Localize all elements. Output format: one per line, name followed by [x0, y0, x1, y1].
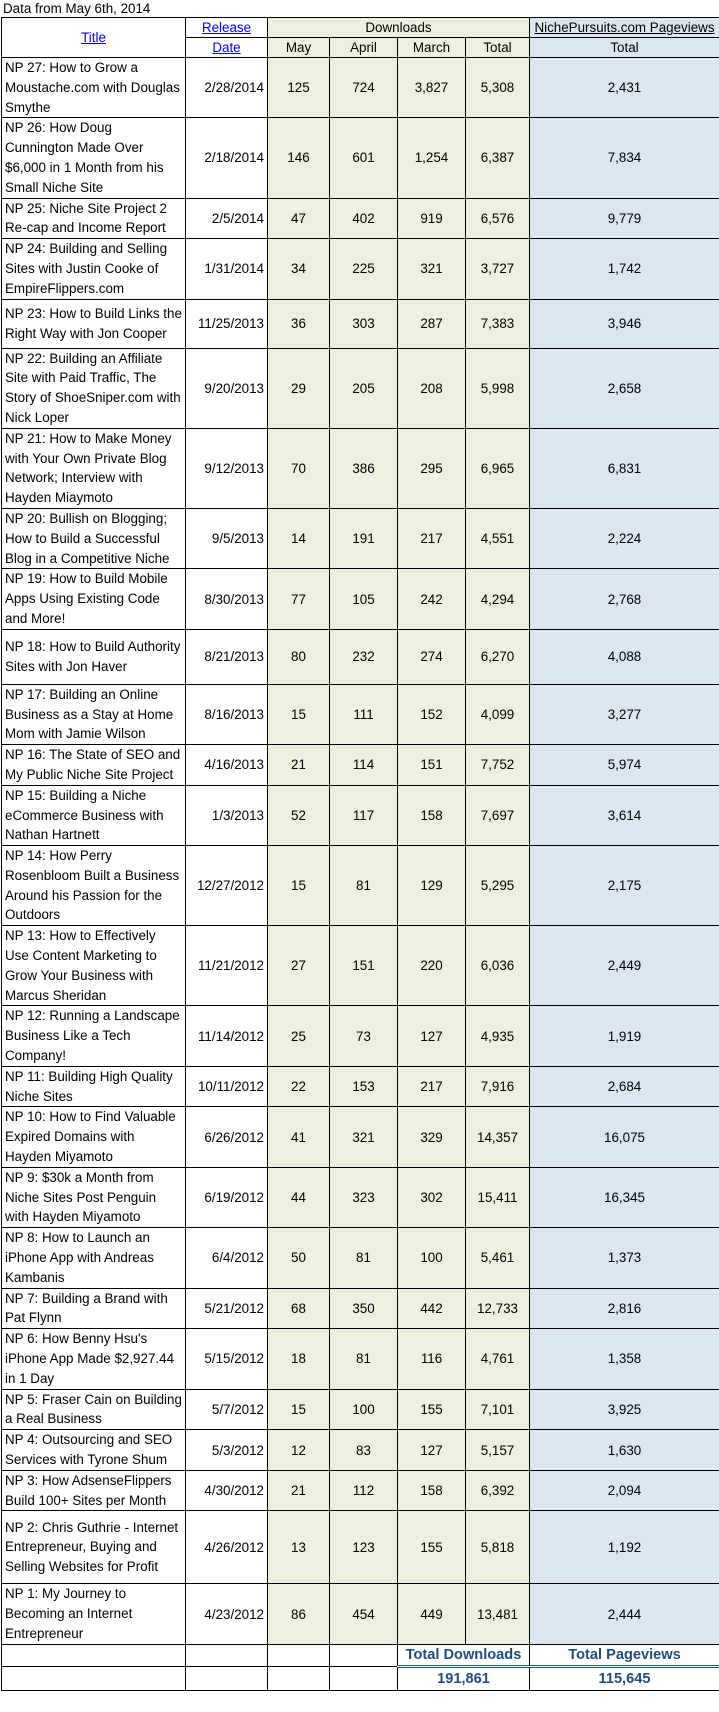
table-row: [2, 1167, 719, 1227]
empty-cell[interactable]: [330, 1666, 398, 1690]
april-downloads-cell[interactable]: 100: [330, 1389, 398, 1430]
table-row: [2, 629, 719, 684]
april-downloads-cell[interactable]: 191: [330, 508, 398, 568]
march-downloads-cell[interactable]: 152: [398, 684, 466, 744]
episode-title-cell[interactable]: NP 1: My Journey to Becoming an Internet Entrepreneur: [2, 1584, 186, 1644]
episode-title-cell[interactable]: NP 10: How to Find Valuable Expired Domains with Hayden Miyamoto: [2, 1107, 186, 1167]
release-date-cell[interactable]: 11/25/2013: [186, 299, 268, 348]
episode-title-cell[interactable]: NP 15: Building a Niche eCommerce Business with Nathan Hartnett: [2, 785, 186, 845]
release-date-cell[interactable]: 9/12/2013: [186, 428, 268, 508]
episode-title-cell[interactable]: NP 18: How to Build Authority Sites with Jon Haver: [2, 629, 186, 684]
march-downloads-cell[interactable]: 217: [398, 1066, 466, 1107]
march-downloads-cell[interactable]: 274: [398, 629, 466, 684]
table-row: [2, 1006, 719, 1066]
release-date-cell[interactable]: 5/15/2012: [186, 1329, 268, 1389]
total-downloads-label: Total Downloads: [398, 1644, 530, 1666]
pageviews-cell[interactable]: 1,358: [530, 1329, 719, 1389]
april-downloads-cell[interactable]: 232: [330, 629, 398, 684]
total-downloads-cell[interactable]: 6,270: [466, 629, 530, 684]
table-row: [2, 785, 719, 845]
table-row: [2, 299, 719, 348]
episode-title-cell[interactable]: NP 5: Fraser Cain on Building a Real Business: [2, 1389, 186, 1430]
april-downloads-cell[interactable]: 724: [330, 58, 398, 118]
episode-title-cell[interactable]: NP 25: Niche Site Project 2 Re-cap and Income Report: [2, 198, 186, 239]
april-downloads-cell[interactable]: 105: [330, 569, 398, 629]
total-downloads-cell[interactable]: 5,295: [466, 846, 530, 926]
episode-title-cell[interactable]: NP 9: $30k a Month from Niche Sites Post Penguin with Hayden Miyamoto: [2, 1167, 186, 1227]
may-header: May: [268, 38, 330, 58]
episode-title-cell[interactable]: NP 14: How Perry Rosenbloom Built a Business Around his Passion for the Outdoors: [2, 846, 186, 926]
march-downloads-cell[interactable]: 217: [398, 508, 466, 568]
table-row: [2, 348, 719, 428]
march-downloads-cell[interactable]: 442: [398, 1288, 466, 1329]
empty-cell[interactable]: [330, 1644, 398, 1666]
pageviews-cell[interactable]: 9,779: [530, 198, 719, 239]
march-downloads-cell[interactable]: 155: [398, 1389, 466, 1430]
pageviews-cell[interactable]: 2,224: [530, 508, 719, 568]
may-downloads-cell[interactable]: 70: [268, 428, 330, 508]
table-row: [2, 508, 719, 568]
episode-title-cell[interactable]: NP 11: Building High Quality Niche Sites: [2, 1066, 186, 1107]
march-downloads-cell[interactable]: 208: [398, 348, 466, 428]
episode-title-cell[interactable]: NP 26: How Doug Cunnington Made Over $6,000 in 1 Month from his Small Niche Site: [2, 118, 186, 198]
total-downloads-cell[interactable]: 7,383: [466, 299, 530, 348]
pageviews-cell[interactable]: 16,345: [530, 1167, 719, 1227]
may-downloads-cell[interactable]: 12: [268, 1430, 330, 1471]
table-row: [2, 1584, 719, 1644]
episode-title-cell[interactable]: NP 13: How to Effectively Use Content Marketing to Grow Your Business with Marcus Sheridan: [2, 926, 186, 1006]
empty-cell[interactable]: [268, 1666, 330, 1690]
total-downloads-cell[interactable]: 12,733: [466, 1288, 530, 1329]
release-date-cell[interactable]: 4/16/2013: [186, 745, 268, 786]
pageviews-cell[interactable]: 6,831: [530, 428, 719, 508]
may-downloads-cell[interactable]: 44: [268, 1167, 330, 1227]
pageviews-cell[interactable]: 16,075: [530, 1107, 719, 1167]
may-downloads-cell[interactable]: 13: [268, 1511, 330, 1584]
pageviews-cell[interactable]: 5,974: [530, 745, 719, 786]
pageviews-cell[interactable]: 3,277: [530, 684, 719, 744]
total-downloads-cell[interactable]: 4,294: [466, 569, 530, 629]
may-downloads-cell[interactable]: 27: [268, 926, 330, 1006]
may-downloads-cell[interactable]: 50: [268, 1228, 330, 1288]
title-header-cell: [2, 18, 186, 58]
release-date-cell[interactable]: 5/7/2012: [186, 1389, 268, 1430]
release-date-cell[interactable]: 12/27/2012: [186, 846, 268, 926]
release-date-cell[interactable]: 9/5/2013: [186, 508, 268, 568]
march-downloads-cell[interactable]: 158: [398, 785, 466, 845]
march-downloads-cell[interactable]: 3,827: [398, 58, 466, 118]
table-row: [2, 198, 719, 239]
pageviews-cell[interactable]: 3,946: [530, 299, 719, 348]
total-downloads-cell[interactable]: 6,576: [466, 198, 530, 239]
release-date-cell[interactable]: 5/21/2012: [186, 1288, 268, 1329]
release-date-cell[interactable]: 8/16/2013: [186, 684, 268, 744]
march-downloads-cell[interactable]: 295: [398, 428, 466, 508]
episode-title-cell[interactable]: NP 21: How to Make Money with Your Own Private Blog Network; Interview with Hayden Miaymoto: [2, 428, 186, 508]
pageviews-cell[interactable]: 2,094: [530, 1470, 719, 1511]
episode-title-cell[interactable]: NP 3: How AdsenseFlippers Build 100+ Sites per Month: [2, 1470, 186, 1511]
pageviews-cell[interactable]: 2,684: [530, 1066, 719, 1107]
april-downloads-cell[interactable]: 153: [330, 1066, 398, 1107]
podcast-stats-table: [1, 17, 719, 1691]
release-date-cell[interactable]: 4/23/2012: [186, 1584, 268, 1644]
release-date-cell[interactable]: 10/11/2012: [186, 1066, 268, 1107]
release-date-cell[interactable]: 6/19/2012: [186, 1167, 268, 1227]
episode-title-cell[interactable]: NP 12: Running a Landscape Business Like a Tech Company!: [2, 1006, 186, 1066]
downloads-header: Downloads: [268, 18, 530, 38]
episode-title-cell[interactable]: NP 4: Outsourcing and SEO Services with Tyrone Shum: [2, 1430, 186, 1471]
table-row: [2, 1329, 719, 1389]
episode-title-cell[interactable]: NP 19: How to Build Mobile Apps Using Existing Code and More!: [2, 569, 186, 629]
april-downloads-cell[interactable]: 73: [330, 1006, 398, 1066]
episode-title-cell[interactable]: NP 20: Bullish on Blogging; How to Build a Successful Blog in a Competitive Niche: [2, 508, 186, 568]
episode-title-cell[interactable]: NP 16: The State of SEO and My Public Niche Site Project: [2, 745, 186, 786]
release-date-cell[interactable]: 11/14/2012: [186, 1006, 268, 1066]
table-row: [2, 926, 719, 1006]
table-row: [2, 1470, 719, 1511]
may-downloads-cell[interactable]: 36: [268, 299, 330, 348]
release-date-cell[interactable]: 1/3/2013: [186, 785, 268, 845]
table-row: [2, 1511, 719, 1584]
march-downloads-cell[interactable]: 151: [398, 745, 466, 786]
april-downloads-cell[interactable]: 83: [330, 1430, 398, 1471]
april-downloads-cell[interactable]: 81: [330, 846, 398, 926]
april-downloads-cell[interactable]: 151: [330, 926, 398, 1006]
table-row: [2, 428, 719, 508]
episode-title-cell[interactable]: NP 23: How to Build Links the Right Way with Jon Cooper: [2, 299, 186, 348]
april-downloads-cell[interactable]: 123: [330, 1511, 398, 1584]
episode-title-cell[interactable]: NP 17: Building an Online Business as a Stay at Home Mom with Jamie Wilson: [2, 684, 186, 744]
release-date-cell[interactable]: 1/31/2014: [186, 239, 268, 299]
release-date-cell[interactable]: 2/5/2014: [186, 198, 268, 239]
release-date-cell[interactable]: 5/3/2012: [186, 1430, 268, 1471]
april-downloads-cell[interactable]: 386: [330, 428, 398, 508]
episode-title-cell[interactable]: NP 7: Building a Brand with Pat Flynn: [2, 1288, 186, 1329]
total-downloads-cell[interactable]: 5,818: [466, 1511, 530, 1584]
april-downloads-cell[interactable]: 112: [330, 1470, 398, 1511]
total-downloads-cell[interactable]: 6,387: [466, 118, 530, 198]
april-downloads-cell[interactable]: 454: [330, 1584, 398, 1644]
total-pageviews-value: 115,645: [530, 1666, 719, 1690]
april-header: April: [330, 38, 398, 58]
april-downloads-cell[interactable]: 225: [330, 239, 398, 299]
episode-title-cell[interactable]: NP 2: Chris Guthrie - Internet Entrepreneur, Buying and Selling Websites for Profit: [2, 1511, 186, 1584]
march-header: March: [398, 38, 466, 58]
pageviews-cell[interactable]: 1,742: [530, 239, 719, 299]
pageviews-cell[interactable]: 2,768: [530, 569, 719, 629]
pageviews-cell[interactable]: 1,630: [530, 1430, 719, 1471]
april-downloads-cell[interactable]: 205: [330, 348, 398, 428]
title-header-link[interactable]: Title: [81, 30, 106, 45]
pageviews-cell[interactable]: 2,449: [530, 926, 719, 1006]
may-downloads-cell[interactable]: 22: [268, 1066, 330, 1107]
total-downloads-cell[interactable]: 14,357: [466, 1107, 530, 1167]
episode-title-cell[interactable]: NP 22: Building an Affiliate Site with Paid Traffic, The Story of ShoeSniper.com with Nick Loper: [2, 348, 186, 428]
april-downloads-cell[interactable]: 81: [330, 1228, 398, 1288]
pageviews-cell[interactable]: 1,919: [530, 1006, 719, 1066]
total-downloads-cell[interactable]: 4,551: [466, 508, 530, 568]
empty-cell[interactable]: [186, 1644, 268, 1666]
table-row: [2, 1389, 719, 1430]
pageviews-cell[interactable]: 3,925: [530, 1389, 719, 1430]
total-downloads-cell[interactable]: 15,411: [466, 1167, 530, 1227]
total-downloads-cell[interactable]: 6,392: [466, 1470, 530, 1511]
total-downloads-cell[interactable]: 4,761: [466, 1329, 530, 1389]
release-header-cell: [186, 18, 268, 38]
table-row: [2, 745, 719, 786]
march-downloads-cell[interactable]: 287: [398, 299, 466, 348]
header-row-top: [2, 18, 719, 38]
march-downloads-cell[interactable]: 321: [398, 239, 466, 299]
episode-title-cell[interactable]: NP 6: How Benny Hsu's iPhone App Made $2,927.44 in 1 Day: [2, 1329, 186, 1389]
release-date-cell[interactable]: 6/26/2012: [186, 1107, 268, 1167]
pageviews-cell[interactable]: 2,431: [530, 58, 719, 118]
march-downloads-cell[interactable]: 100: [398, 1228, 466, 1288]
table-row: [2, 1430, 719, 1471]
release-date-cell[interactable]: 8/21/2013: [186, 629, 268, 684]
release-date-cell[interactable]: 6/4/2012: [186, 1228, 268, 1288]
march-downloads-cell[interactable]: 116: [398, 1329, 466, 1389]
march-downloads-cell[interactable]: 449: [398, 1584, 466, 1644]
march-downloads-cell[interactable]: 242: [398, 569, 466, 629]
episode-title-cell[interactable]: NP 27: How to Grow a Moustache.com with Douglas Smythe: [2, 58, 186, 118]
total-downloads-cell[interactable]: 7,697: [466, 785, 530, 845]
april-downloads-cell[interactable]: 321: [330, 1107, 398, 1167]
pageviews-total-header: Total: [530, 38, 719, 58]
empty-cell[interactable]: [268, 1644, 330, 1666]
total-downloads-cell[interactable]: 3,727: [466, 239, 530, 299]
release-date-cell[interactable]: 2/28/2014: [186, 58, 268, 118]
pageviews-cell[interactable]: 3,614: [530, 785, 719, 845]
may-downloads-cell[interactable]: 14: [268, 508, 330, 568]
release-header-link[interactable]: Release: [201, 20, 252, 35]
may-downloads-cell[interactable]: 86: [268, 1584, 330, 1644]
may-downloads-cell[interactable]: 15: [268, 1389, 330, 1430]
table-row: [2, 58, 719, 118]
april-downloads-cell[interactable]: 111: [330, 684, 398, 744]
may-downloads-cell[interactable]: 25: [268, 1006, 330, 1066]
march-downloads-cell[interactable]: 220: [398, 926, 466, 1006]
table-row: [2, 1066, 719, 1107]
total-downloads-cell[interactable]: 7,916: [466, 1066, 530, 1107]
may-downloads-cell[interactable]: 125: [268, 58, 330, 118]
may-downloads-cell[interactable]: 34: [268, 239, 330, 299]
release-date-cell[interactable]: 4/30/2012: [186, 1470, 268, 1511]
data-date-note: Data from May 6th, 2014: [3, 1, 151, 16]
pageviews-cell[interactable]: 2,444: [530, 1584, 719, 1644]
pageviews-header-cell: [530, 18, 719, 38]
pageviews-cell[interactable]: 2,816: [530, 1288, 719, 1329]
totals-value-row: [2, 1666, 719, 1690]
table-row: [2, 846, 719, 926]
april-downloads-cell[interactable]: 117: [330, 785, 398, 845]
may-downloads-cell[interactable]: 15: [268, 846, 330, 926]
total-downloads-cell[interactable]: 7,101: [466, 1389, 530, 1430]
total-pageviews-label: Total Pageviews: [530, 1644, 719, 1666]
table-row: [2, 684, 719, 744]
empty-cell[interactable]: [186, 1666, 268, 1690]
april-downloads-cell[interactable]: 81: [330, 1329, 398, 1389]
pageviews-header-link[interactable]: NichePursuits.com Pageviews: [534, 20, 715, 35]
table-row: [2, 118, 719, 198]
episode-title-cell[interactable]: NP 8: How to Launch an iPhone App with Andreas Kambanis: [2, 1228, 186, 1288]
empty-cell[interactable]: [2, 1666, 186, 1690]
march-downloads-cell[interactable]: 127: [398, 1006, 466, 1066]
may-downloads-cell[interactable]: 15: [268, 684, 330, 744]
total-downloads-cell[interactable]: 5,157: [466, 1430, 530, 1471]
april-downloads-cell[interactable]: 114: [330, 745, 398, 786]
april-downloads-cell[interactable]: 323: [330, 1167, 398, 1227]
may-downloads-cell[interactable]: 18: [268, 1329, 330, 1389]
total-downloads-cell[interactable]: 6,965: [466, 428, 530, 508]
total-downloads-cell[interactable]: 5,998: [466, 348, 530, 428]
total-downloads-value: 191,861: [398, 1666, 530, 1690]
table-row: [2, 569, 719, 629]
april-downloads-cell[interactable]: 303: [330, 299, 398, 348]
may-downloads-cell[interactable]: 41: [268, 1107, 330, 1167]
release-date-cell[interactable]: 2/18/2014: [186, 118, 268, 198]
total-downloads-cell[interactable]: 5,308: [466, 58, 530, 118]
april-downloads-cell[interactable]: 350: [330, 1288, 398, 1329]
march-downloads-cell[interactable]: 302: [398, 1167, 466, 1227]
march-downloads-cell[interactable]: 129: [398, 846, 466, 926]
march-downloads-cell[interactable]: 919: [398, 198, 466, 239]
may-downloads-cell[interactable]: 68: [268, 1288, 330, 1329]
march-downloads-cell[interactable]: 158: [398, 1470, 466, 1511]
table-row: [2, 1107, 719, 1167]
april-downloads-cell[interactable]: 402: [330, 198, 398, 239]
pageviews-cell[interactable]: 2,658: [530, 348, 719, 428]
total-downloads-cell[interactable]: 13,481: [466, 1584, 530, 1644]
release-header-link-2[interactable]: Date: [212, 40, 241, 55]
may-downloads-cell[interactable]: 47: [268, 198, 330, 239]
total-downloads-cell[interactable]: 4,935: [466, 1006, 530, 1066]
may-downloads-cell[interactable]: 29: [268, 348, 330, 428]
march-downloads-cell[interactable]: 1,254: [398, 118, 466, 198]
may-downloads-cell[interactable]: 77: [268, 569, 330, 629]
may-downloads-cell[interactable]: 21: [268, 1470, 330, 1511]
total-downloads-cell[interactable]: 5,461: [466, 1228, 530, 1288]
release-date-cell[interactable]: 9/20/2013: [186, 348, 268, 428]
empty-cell[interactable]: [2, 1644, 186, 1666]
release-date-cell[interactable]: 11/21/2012: [186, 926, 268, 1006]
table-row: [2, 239, 719, 299]
total-header: Total: [466, 38, 530, 58]
march-downloads-cell[interactable]: 127: [398, 1430, 466, 1471]
april-downloads-cell[interactable]: 601: [330, 118, 398, 198]
release-date-cell[interactable]: 8/30/2013: [186, 569, 268, 629]
total-downloads-cell[interactable]: 4,099: [466, 684, 530, 744]
table-row: [2, 1288, 719, 1329]
total-downloads-cell[interactable]: 7,752: [466, 745, 530, 786]
may-downloads-cell[interactable]: 21: [268, 745, 330, 786]
march-downloads-cell[interactable]: 329: [398, 1107, 466, 1167]
may-downloads-cell[interactable]: 146: [268, 118, 330, 198]
pageviews-cell[interactable]: 7,834: [530, 118, 719, 198]
march-downloads-cell[interactable]: 155: [398, 1511, 466, 1584]
may-downloads-cell[interactable]: 80: [268, 629, 330, 684]
pageviews-cell[interactable]: 1,192: [530, 1511, 719, 1584]
pageviews-cell[interactable]: 1,373: [530, 1228, 719, 1288]
pageviews-cell[interactable]: 4,088: [530, 629, 719, 684]
total-downloads-cell[interactable]: 6,036: [466, 926, 530, 1006]
release-date-cell[interactable]: 4/26/2012: [186, 1511, 268, 1584]
release-header-cell-2: [186, 38, 268, 58]
table-row: [2, 1228, 719, 1288]
episode-title-cell[interactable]: NP 24: Building and Selling Sites with Justin Cooke of EmpireFlippers.com: [2, 239, 186, 299]
may-downloads-cell[interactable]: 52: [268, 785, 330, 845]
pageviews-cell[interactable]: 2,175: [530, 846, 719, 926]
totals-label-row: [2, 1644, 719, 1666]
